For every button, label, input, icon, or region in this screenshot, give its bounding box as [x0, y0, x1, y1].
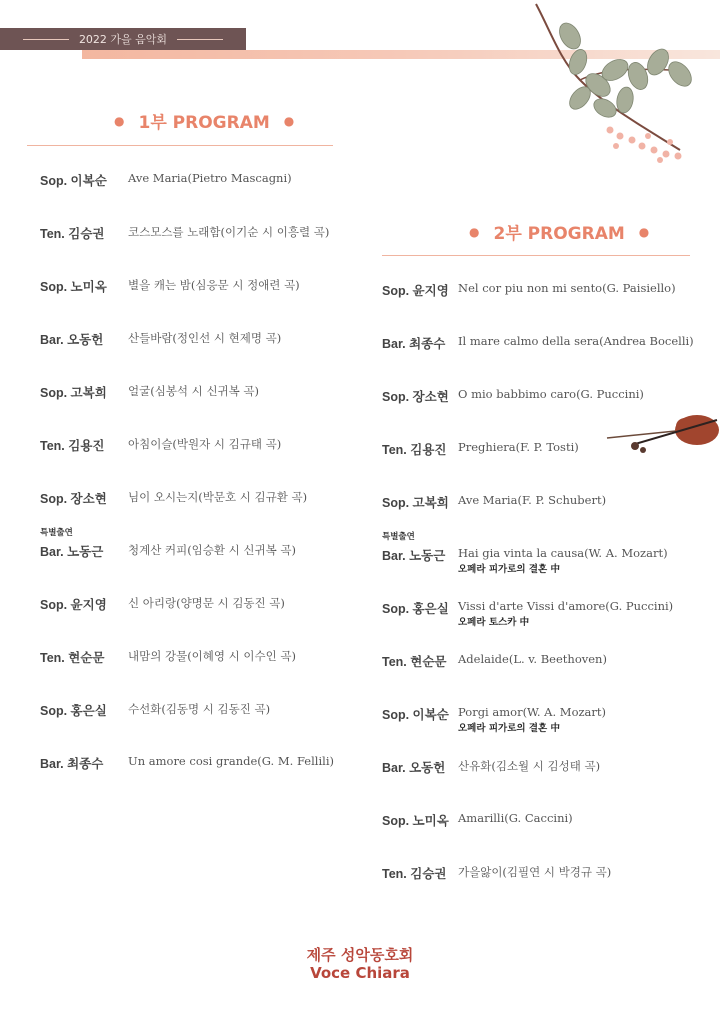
group-name: 제주 성악동호회 — [306, 946, 414, 964]
performer-name: Bar. 노동근 — [382, 549, 446, 563]
performer-name: Bar. 노동근 — [40, 545, 104, 559]
performer-name: Ten. 현순문 — [40, 651, 105, 665]
performer-name: Sop. 홍은실 — [40, 704, 107, 718]
song-title: Adelaide(L. v. Beethoven) — [458, 652, 607, 666]
performer-name: Sop. 이복순 — [40, 174, 107, 188]
performer-name: Bar. 최종수 — [382, 337, 446, 351]
bullet-icon: ● — [638, 224, 650, 239]
song-title: 아침이슬(박원자 시 김규태 곡) — [128, 437, 282, 451]
part2-underline — [382, 255, 690, 256]
performer-name: Sop. 이복순 — [382, 708, 449, 722]
bullet-icon: ● — [283, 113, 295, 128]
performer-name: Sop. 홍은실 — [382, 602, 449, 616]
performer-name: Sop. 장소현 — [382, 390, 449, 404]
song-title: 가을앓이(김필연 시 박경규 곡) — [458, 865, 612, 879]
performer-name: Sop. 장소현 — [40, 492, 107, 506]
performer-name: Ten. 김승권 — [382, 867, 447, 881]
leaf-branch-illustration — [520, 0, 720, 175]
part2-title — [455, 219, 663, 244]
part1-title — [100, 108, 308, 133]
performer-name: Sop. 윤지영 — [382, 284, 449, 298]
performer-name: Ten. 김용진 — [382, 443, 447, 457]
opera-note: 오페라 토스카 中 — [458, 617, 530, 628]
performer-name: Ten. 김용진 — [40, 439, 105, 453]
performer-name: Bar. 최종수 — [40, 757, 104, 771]
song-title: 얼굴(심봉석 시 신귀복 곡) — [128, 384, 260, 398]
song-title: Amarilli(G. Caccini) — [458, 811, 573, 825]
concert-title-tab — [0, 28, 246, 50]
divider — [177, 39, 223, 40]
special-appearance-tag: 특별출연 — [40, 528, 73, 538]
performer-name: Sop. 고복희 — [382, 496, 449, 510]
concert-title: 2022 가을 음악회 — [78, 33, 168, 46]
song-title: O mio babbimo caro(G. Puccini) — [458, 387, 644, 401]
performer-name: Bar. 오동헌 — [40, 333, 104, 347]
song-title: 내맘의 강물(이혜영 시 이수인 곡) — [128, 649, 297, 663]
song-title: 님이 오시는지(박문호 시 김규환 곡) — [128, 490, 308, 504]
bullet-icon: ● — [114, 113, 125, 128]
performer-name: Sop. 노미옥 — [40, 280, 107, 294]
opera-note: 오페라 피가로의 결혼 中 — [458, 723, 561, 734]
divider — [23, 39, 69, 40]
part2-title-text: 2부 PROGRAM — [493, 224, 625, 244]
song-title: Preghiera(F. P. Tosti) — [458, 440, 579, 454]
special-appearance-tag: 특별출연 — [382, 532, 415, 542]
song-title: 신 아리랑(양명문 시 김동진 곡) — [128, 596, 285, 610]
song-title: 산들바람(정인선 시 현제명 곡) — [128, 331, 282, 345]
part1-underline — [27, 145, 333, 146]
song-title: Il mare calmo della sera(Andrea Bocelli) — [458, 334, 694, 348]
bullet-icon: ● — [469, 224, 480, 239]
part1-title-text: 1부 PROGRAM — [138, 113, 270, 133]
opera-note: 오페라 피가로의 결혼 中 — [458, 564, 561, 575]
song-title: Nel cor piu non mi sento(G. Paisiello) — [458, 281, 676, 295]
song-title: Vissi d'arte Vissi d'amore(G. Puccini) — [458, 599, 674, 613]
performer-name: Sop. 노미옥 — [382, 814, 449, 828]
song-title: Porgi amor(W. A. Mozart) — [458, 705, 607, 719]
song-title: 수선화(김동명 시 김동진 곡) — [128, 702, 271, 716]
song-title: 산유화(김소월 시 김성태 곡) — [458, 759, 601, 773]
song-title: Ave Maria(Pietro Mascagni) — [128, 171, 292, 185]
song-title: Hai gia vinta la causa(W. A. Mozart) — [458, 546, 668, 560]
performer-name: Ten. 현순문 — [382, 655, 447, 669]
performer-name: Sop. 고복희 — [40, 386, 107, 400]
ensemble-name: Voce Chiara — [310, 964, 410, 982]
song-title: Un amore cosi grande(G. M. Fellili) — [128, 754, 334, 768]
song-title: 청계산 커피(임승환 시 신귀복 곡) — [128, 543, 297, 557]
song-title: 별을 캐는 밤(심응문 시 정애련 곡) — [128, 278, 300, 292]
song-title: Ave Maria(F. P. Schubert) — [458, 493, 607, 507]
performer-name: Bar. 오동헌 — [382, 761, 446, 775]
performer-name: Ten. 김승권 — [40, 227, 105, 241]
violin-illustration — [605, 398, 720, 460]
song-title: 코스모스를 노래함(이기순 시 이흥렬 곡) — [128, 225, 330, 239]
performer-name: Sop. 윤지영 — [40, 598, 107, 612]
